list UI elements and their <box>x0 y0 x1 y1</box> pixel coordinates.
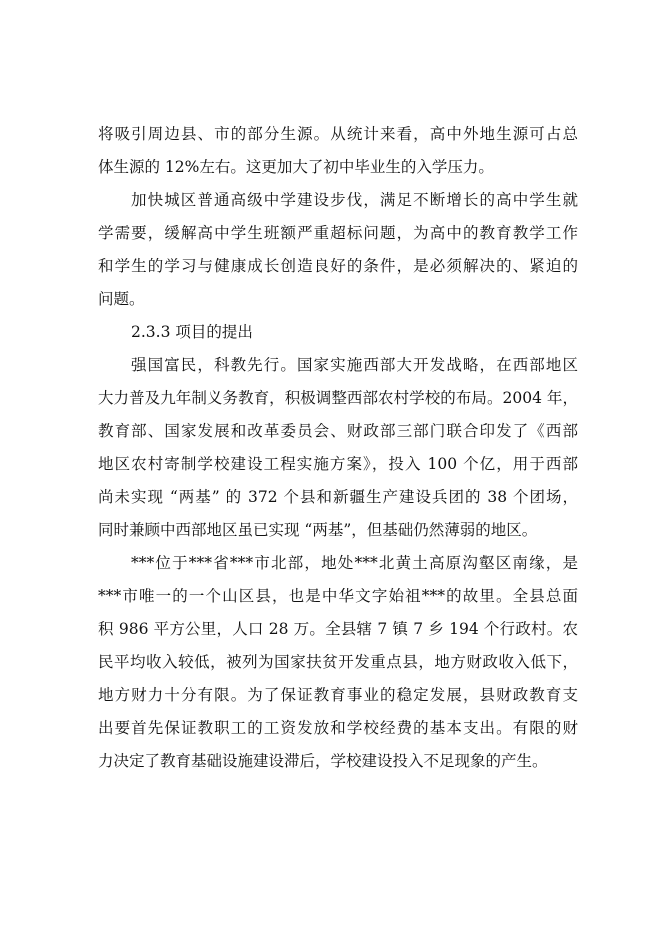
text-line-18: 地方财力十分有限。为了保证教育事业的稳定发展，县财政教育支 <box>98 686 578 704</box>
text-line-17: 民平均收入较低，被列为国家扶贫开发重点县，地方财政收入低下， <box>98 653 578 671</box>
text-line-11: 地区农村寄制学校建设工程实施方案》，投入 100 个亿，用于西部 <box>98 455 578 473</box>
text-line-12: 尚未实现 “两基” 的 372 个县和新疆生产建设兵团的 38 个团场， <box>98 488 578 506</box>
text-line-19: 出要首先保证教职工的工资发放和学校经费的基本支出。有限的财 <box>98 719 578 737</box>
text-line-3: 加快城区普通高级中学建设步伐，满足不断增长的高中学生就 <box>131 191 578 209</box>
text-line-16: 积 986 平方公里，人口 28 万。全县辖 7 镇 7 乡 194 个行政村。农 <box>98 620 578 638</box>
text-line-6: 问题。 <box>98 290 145 308</box>
text-line-1: 将吸引周边县、市的部分生源。从统计来看，高中外地生源可占总 <box>98 125 578 143</box>
text-line-5: 和学生的学习与健康成长创造良好的条件，是必须解决的、紧迫的 <box>98 257 578 275</box>
text-line-15: ***市唯一的一个山区县，也是中华文字始祖***的故里。全县总面 <box>98 587 578 605</box>
text-line-20: 力决定了教育基础设施建设滞后，学校建设投入不足现象的产生。 <box>98 752 548 770</box>
text-line-9: 大力普及九年制义务教育，积极调整西部农村学校的布局。2004 年， <box>98 389 578 407</box>
text-line-14: ***位于***省***市北部，地处***北黄土高原沟壑区南缘，是 <box>131 554 578 572</box>
text-line-4: 学需要，缓解高中学生班额严重超标问题，为高中的教育教学工作 <box>98 224 578 242</box>
text-line-2: 体生源的 12%左右。这更加大了初中毕业生的入学压力。 <box>98 158 494 176</box>
text-line-8: 强国富民，科教先行。国家实施西部大开发战略，在西部地区 <box>131 356 578 374</box>
text-line-13: 同时兼顾中西部地区虽已实现 “两基”，但基础仍然薄弱的地区。 <box>98 521 538 539</box>
section-heading: 2.3.3 项目的提出 <box>131 323 253 341</box>
text-line-10: 教育部、国家发展和改革委员会、财政部三部门联合印发了《西部 <box>98 422 578 440</box>
